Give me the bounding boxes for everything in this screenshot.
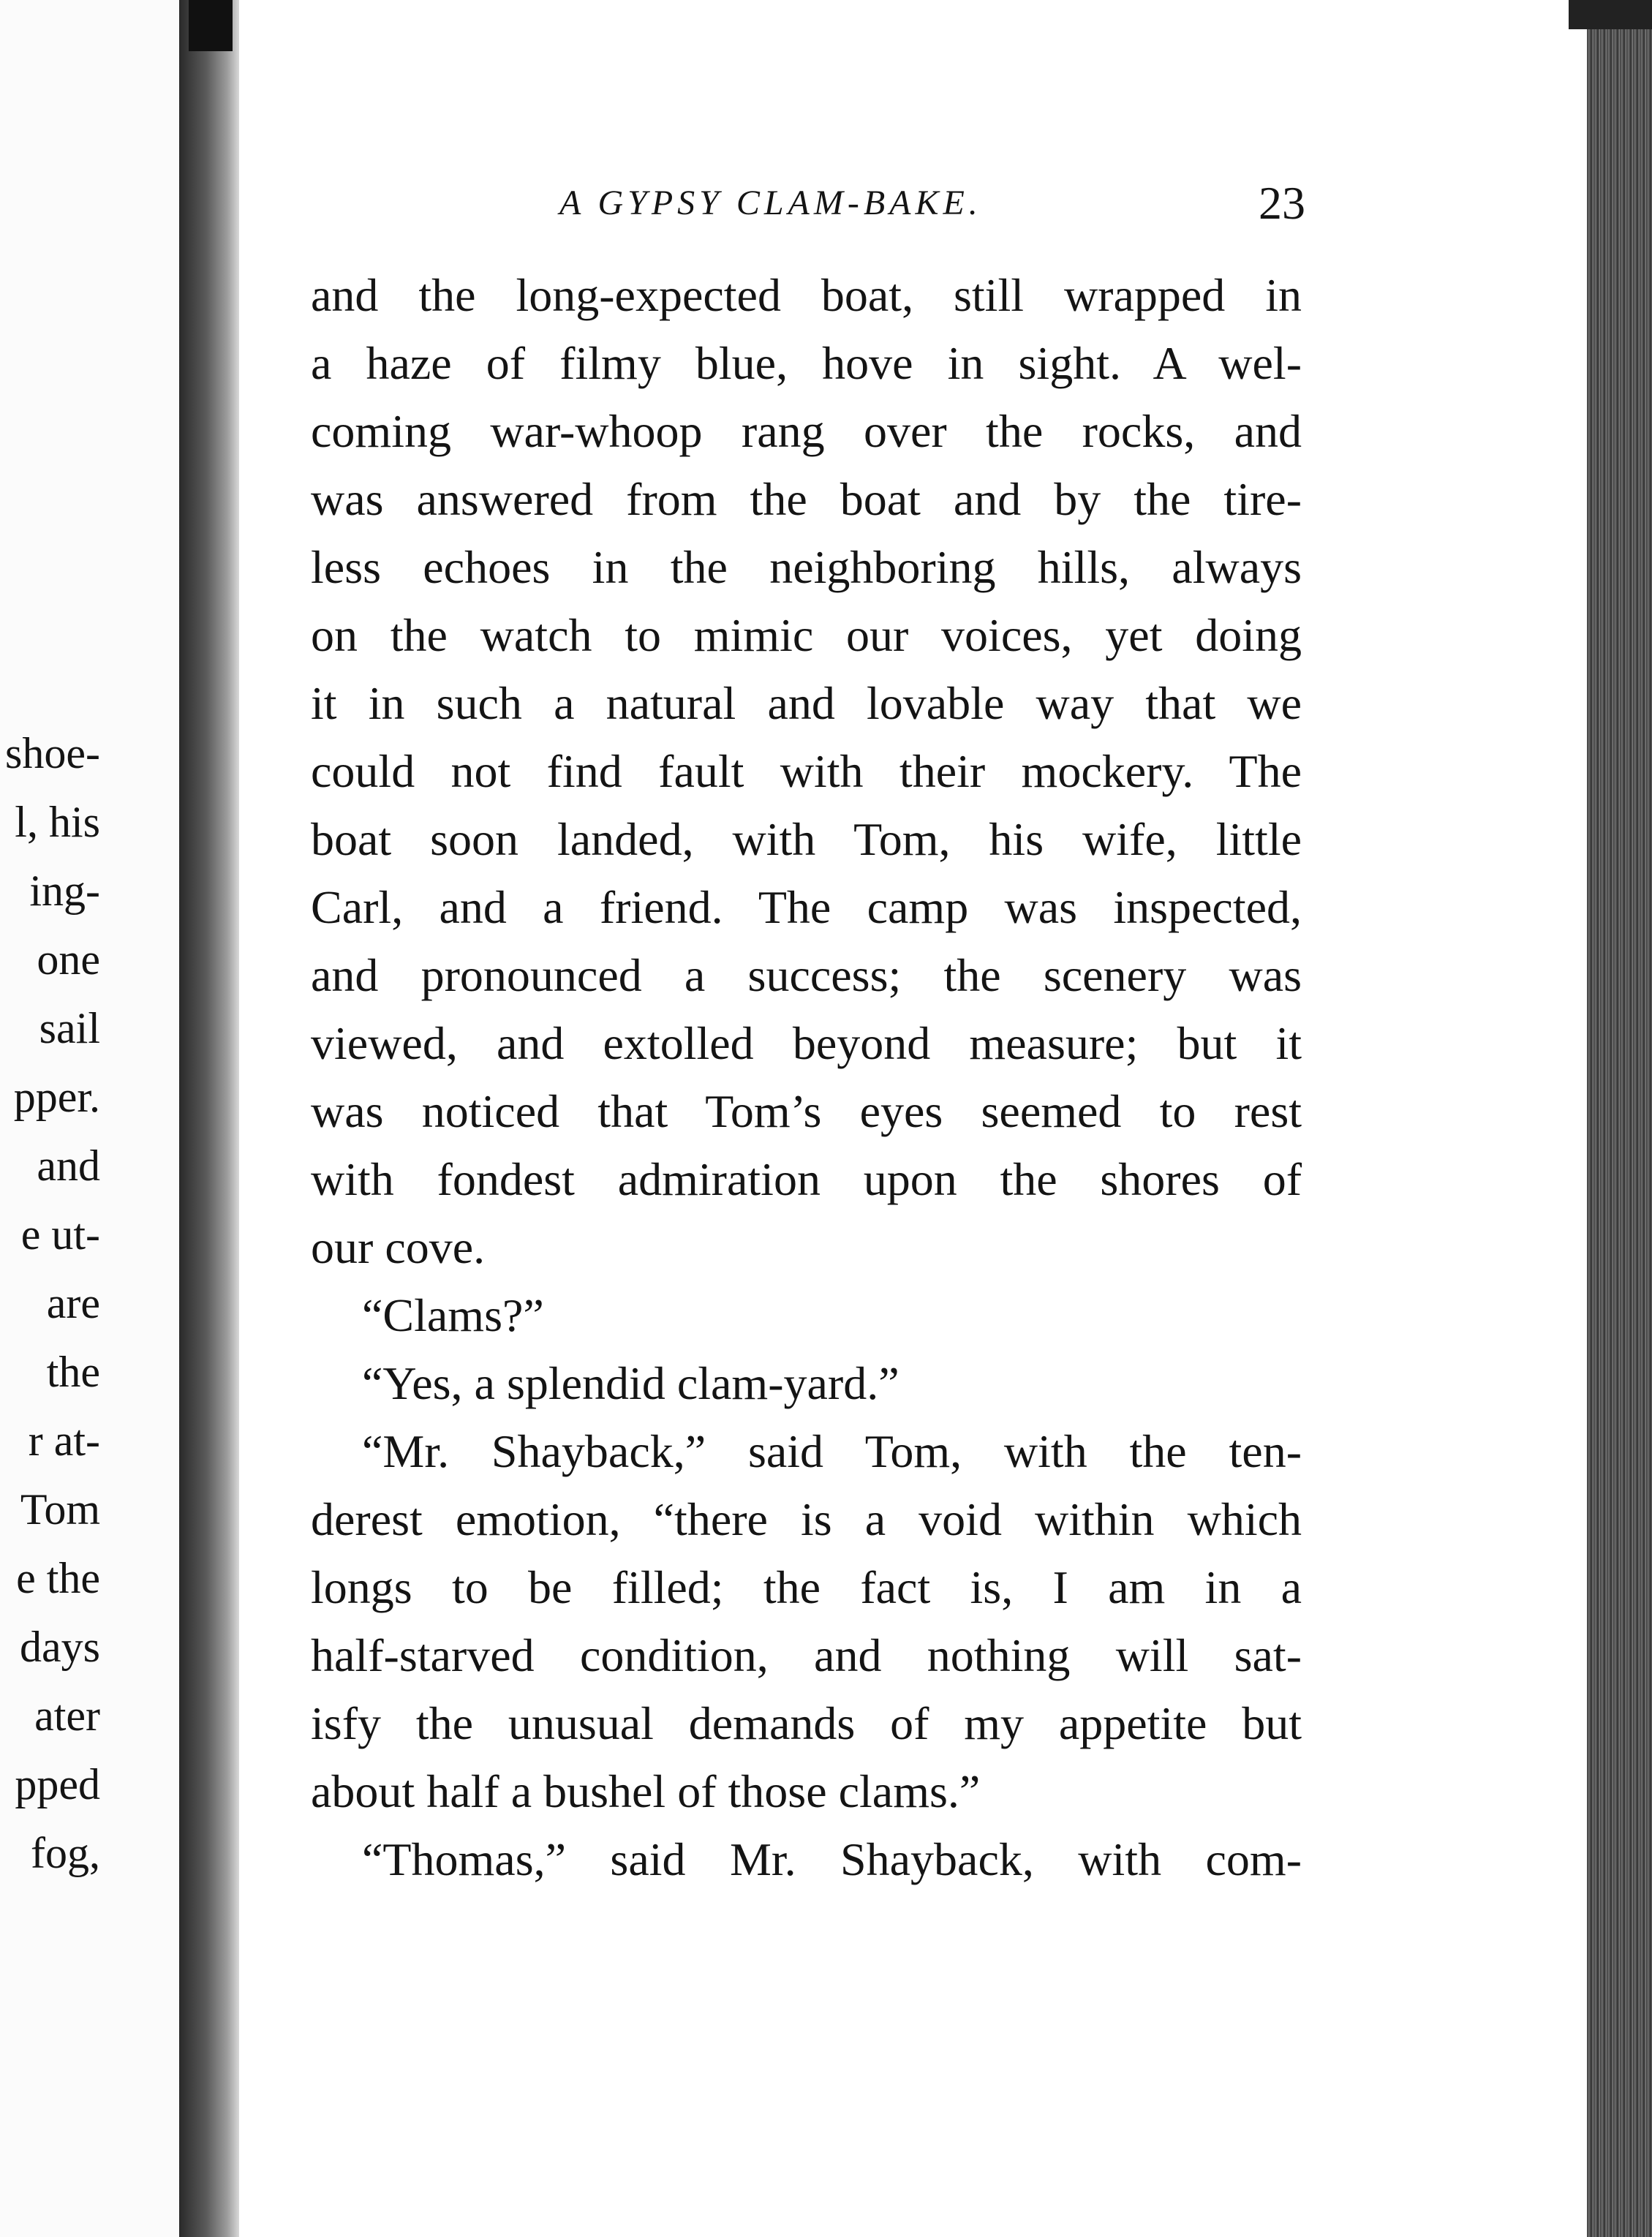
left-page-line: l, his [15,798,100,846]
left-page [0,0,179,2237]
left-page-line: are [46,1279,100,1327]
text-line: “Thomas,” said Mr. Shayback, with com- [362,1833,1302,1885]
text-line: coming war-whoop rang over the rocks, and [311,405,1302,457]
left-page-line: ing- [29,867,100,915]
book-gutter [179,0,239,2237]
left-page-line: and [37,1142,100,1190]
left-page-line: one [37,935,100,984]
left-page-line: the [46,1348,100,1396]
gutter-shadow [189,0,233,51]
text-line: and pronounced a success; the scenery was [311,949,1302,1001]
body-text [311,261,1302,1893]
page-edges [1587,0,1652,2237]
text-line: with fondest admiration upon the shores of [311,1153,1302,1205]
text-line: “Yes, a splendid clam-yard.” [362,1357,899,1409]
left-page-line: days [20,1623,100,1671]
left-page-line: fog, [31,1829,100,1877]
left-page-line: pper. [13,1073,100,1121]
page-number: 23 [1259,177,1305,229]
left-page-line: ater [34,1691,100,1740]
left-page-line: r at- [28,1416,100,1465]
left-page-line: Tom [20,1485,100,1534]
text-line: Carl, and a friend. The camp was inspected, [311,881,1302,933]
left-page-text [0,719,179,1887]
text-line: isfy the unusual demands of my appetite but [311,1697,1302,1749]
left-page-line: pped [15,1760,100,1808]
text-line: on the watch to mimic our voices, yet doing [311,609,1302,661]
text-line: derest emotion, “there is a void within which [311,1493,1302,1545]
text-line: it in such a natural and lovable way that we [311,677,1302,729]
text-line: half-starved condition, and nothing will sat- [311,1629,1302,1681]
left-page-line: e the [16,1554,100,1602]
text-line: boat soon landed, with Tom, his wife, little [311,813,1302,865]
text-line: less echoes in the neighboring hills, always [311,541,1302,593]
text-line: longs to be filled; the fact is, I am in a [311,1561,1302,1613]
text-line: was noticed that Tom’s eyes seemed to rest [311,1085,1302,1137]
text-line: “Clams?” [362,1289,544,1341]
running-head: A GYPSY CLAM-BAKE. [559,184,982,222]
text-line: viewed, and extolled beyond measure; but it [311,1017,1302,1069]
text-line: about half a bushel of those clams.” [311,1765,981,1817]
page-header [559,174,1305,233]
text-line: our cove. [311,1221,486,1273]
text-line: was answered from the boat and by the tire- [311,473,1302,525]
left-page-line: shoe- [5,729,100,777]
page-edges-shadow [1569,0,1652,29]
text-line: “Mr. Shayback,” said Tom, with the ten- [362,1425,1302,1477]
text-line: and the long-expected boat, still wrapped in [311,269,1302,321]
left-page-line: sail [39,1004,100,1052]
text-line: could not find fault with their mockery. The [311,745,1302,797]
left-page-line: e ut- [20,1210,100,1259]
text-line: a haze of filmy blue, hove in sight. A wel- [311,337,1302,389]
